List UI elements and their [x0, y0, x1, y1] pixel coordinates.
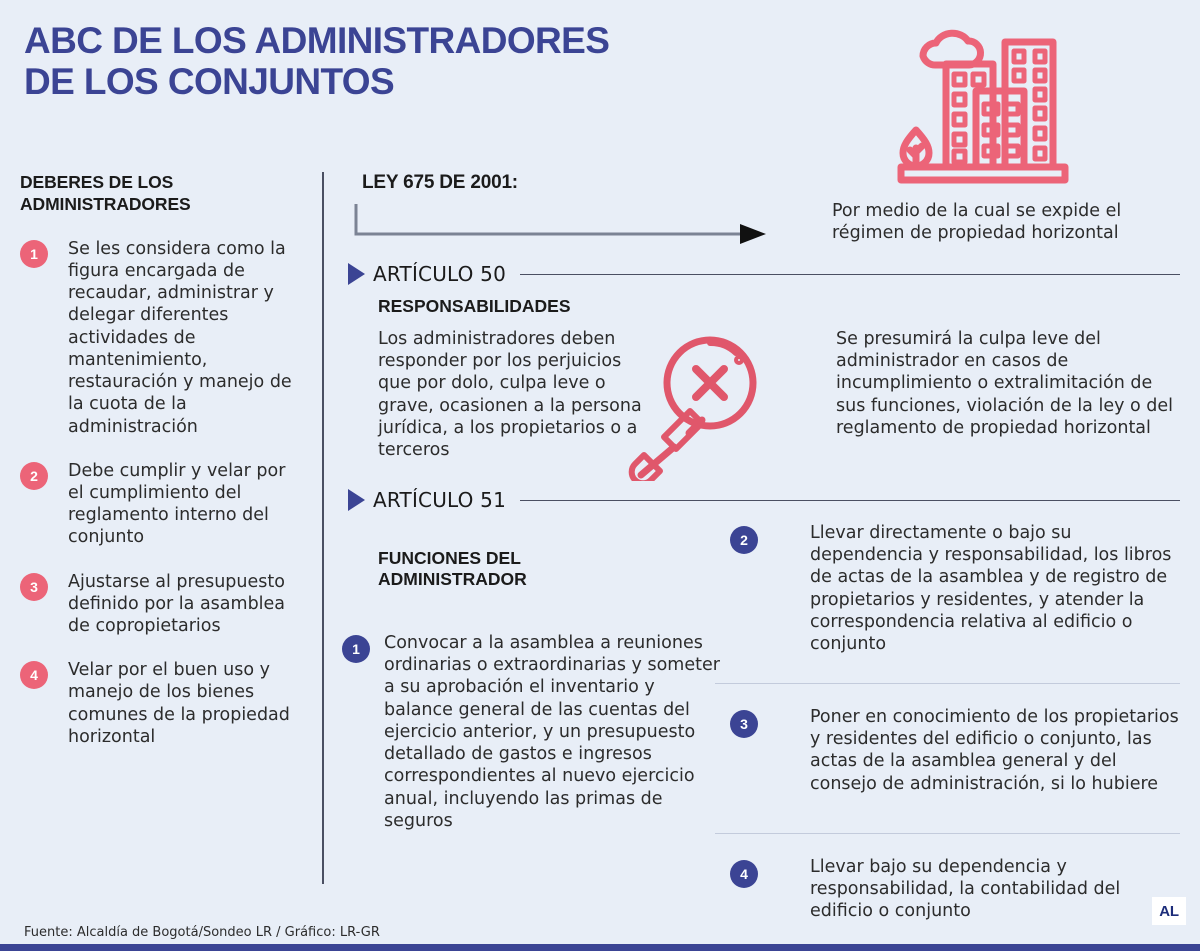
list-item-text: Poner en conocimiento de los propietarios y residentes del edificio o conjunto, las actas de la asamblea general y del consejo de administración, si lo hubiere — [810, 707, 1179, 794]
list-item — [715, 706, 1180, 795]
building-icon — [893, 18, 1073, 188]
badge-number: 1 — [20, 240, 48, 268]
article-50-label: ARTÍCULO 50 — [373, 262, 507, 286]
list-item-text: Llevar bajo su dependencia y responsabilidad, la contabilidad del edificio o conjunto — [810, 857, 1121, 922]
list-item — [342, 632, 729, 832]
list-item-text: Debe cumplir y velar por el cumplimiento del reglamento interno del conjunto — [68, 460, 286, 548]
law-title: LEY 675 DE 2001: — [362, 172, 518, 193]
badge-number: 4 — [20, 661, 48, 689]
list-item — [20, 571, 305, 638]
law-description: Por medio de la cual se expide el régimen de propiedad horizontal — [832, 201, 1122, 244]
triangle-right-icon — [348, 263, 365, 285]
article-51-header — [348, 488, 1180, 512]
list-item-text: Ajustarse al presupuesto definido por la asamblea de copropietarios — [68, 571, 286, 637]
list-item — [715, 522, 1180, 655]
page-title-line1: ABC DE LOS ADMINISTRADORES — [24, 20, 610, 61]
footer-bar — [0, 944, 1200, 951]
list-item-text: Se les considera como la figura encargada de recaudar, administrar y delegar diferentes actividades de mantenimiento, restauración y manejo de la cuota de la administración — [68, 238, 292, 437]
badge-number: 2 — [730, 526, 758, 554]
list-item-text: Convocar a la asamblea a reuniones ordinarias o extraordinarias y someter a su aprobación el inventario y balance general de las cuentas del ejercicio anterior, y un presupuesto detallado de gastos e ingresos correspondientes al nuevo ejercicio anual, incluyendo las primas de seguros — [384, 633, 720, 831]
source-text: Fuente: Alcaldía de Bogotá/Sondeo LR / Gráfico: LR-GR — [24, 925, 380, 940]
left-column-heading: DEBERES DE LOS ADMINISTRADORES — [20, 172, 191, 214]
divider-line — [520, 500, 1180, 501]
arrow-right-icon — [352, 200, 772, 246]
page-title — [24, 20, 744, 103]
article-50-subheading: RESPONSABILIDADES — [378, 296, 571, 316]
badge-number: 3 — [730, 710, 758, 738]
badge-number: 4 — [730, 860, 758, 888]
divider-line — [715, 833, 1180, 834]
al-logo: AL — [1152, 897, 1186, 925]
divider-line — [520, 274, 1180, 275]
article-51-subheading: FUNCIONES DEL ADMINISTRADOR — [378, 548, 527, 590]
article-50-paragraph-right: Se presumirá la culpa leve del administrador en casos de incumplimiento o extralimitación de sus funciones, violación de la ley o del reglamento de propiedad horizontal — [836, 329, 1174, 438]
triangle-right-icon — [348, 489, 365, 511]
list-item — [20, 659, 305, 748]
badge-number: 3 — [20, 573, 48, 601]
page-title-line2: DE LOS CONJUNTOS — [24, 61, 395, 103]
badge-number: 2 — [20, 462, 48, 490]
magnifier-x-icon — [624, 333, 764, 481]
vertical-divider — [322, 172, 324, 884]
divider-line — [715, 683, 1180, 684]
article-51-label: ARTÍCULO 51 — [373, 488, 507, 512]
list-item — [20, 238, 305, 438]
list-item — [20, 460, 305, 549]
list-item-text: Velar por el buen uso y manejo de los bienes comunes de la propiedad horizontal — [68, 660, 290, 747]
article-50-paragraph-left: Los administradores deben responder por los perjuicios que por dolo, culpa leve o grave, ocasionen a la persona jurídica, a los propietarios o a terceros — [378, 329, 642, 461]
list-item — [715, 856, 1180, 923]
left-column — [20, 172, 305, 770]
article-50-header — [348, 262, 1180, 286]
list-item-text: Llevar directamente o bajo su dependencia y responsabilidad, los libros de actas de la asamblea y de registro de propietarios y residentes, y atender la correspondencia relativa al edificio o conjunto — [810, 523, 1172, 655]
badge-number: 1 — [342, 635, 370, 663]
